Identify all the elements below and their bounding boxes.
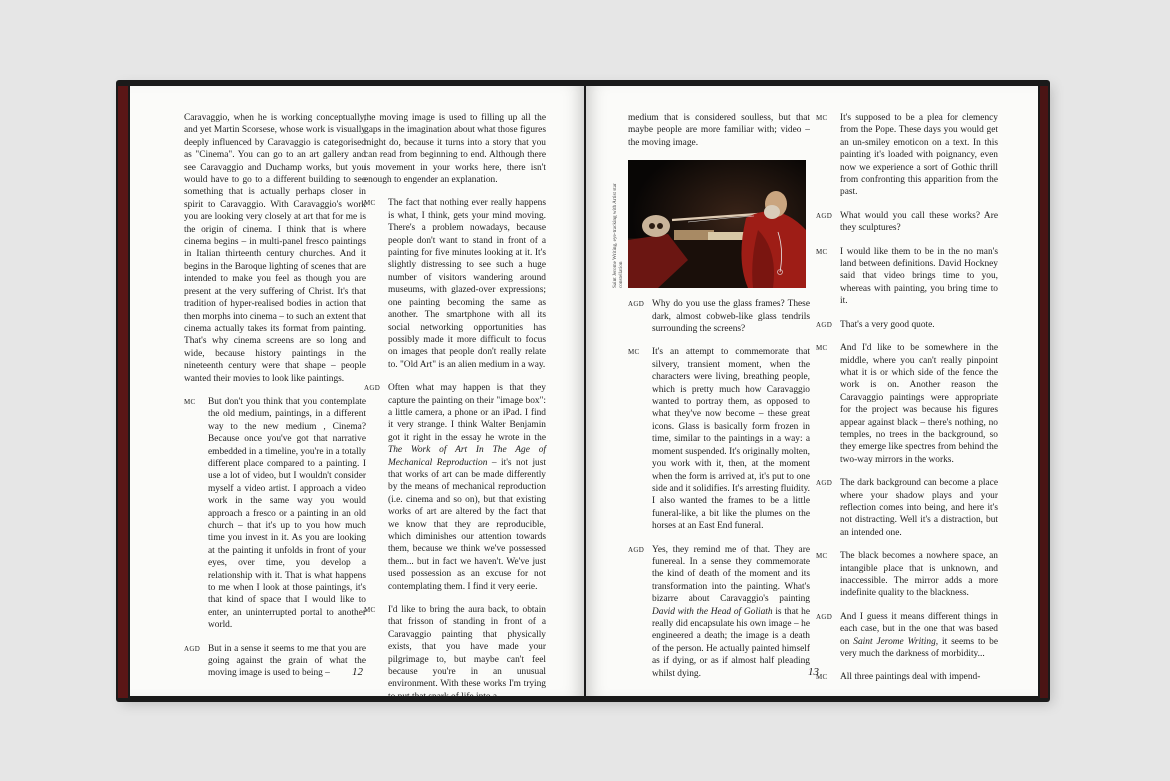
text-run: is that he really did encapsulate his own image – he engineered a death; the image is a death of the person. He actually painted himself as if dying, or as if almost half pleading whilst dying. [652, 606, 810, 679]
speaker-label: MC [628, 348, 640, 357]
speaker-label: AGD [816, 612, 833, 621]
italic-title: The Work of Art In The Age of Mechanical Reproduction [388, 445, 546, 468]
speaker-label: MC [816, 673, 828, 682]
speaker-label: AGD [184, 644, 201, 653]
speaker-label: AGD [628, 300, 645, 309]
paragraph: And I'd like to be somewhere in the middle, where you can't really pinpoint what it is or which side of the fence the work is on. Another reason the Caravaggio paintings were appropriate for the project was because his figures appear against black – there's nothing, no temples, no trees in the background, so they emerge like spectres from behind the two-way mirrors in the works. [840, 343, 998, 465]
right-page [586, 86, 1038, 696]
cover-edge-right [1040, 86, 1048, 698]
paragraph: medium that is considered soulless, but that maybe people are more familiar with; video – the moving image. [628, 113, 810, 148]
text-run: – it's not just that works of art can be made differently by the means of mechanical reproduction (i.e. cinema and so on), but that existing works of art are altered by the fact that we know that they are reproducible, which diminishes our attention towards them, because we think we've possessed them... but in fact we haven't. We've just used possession as an excuse for not contemplating them. I find it very eerie. [388, 457, 547, 592]
paragraph: It's an attempt to commemorate that silvery, transient moment, when the characters were living, breathing people, which is pretty much how Caravaggio wanted to portray them, as opposed to what they've now become – these great icons. Glass is basically form frozen in time, similar to the paintings in a way: a moment suspended. It's originally molten, you work with it, then, at the moment when the form is arrived at, it's put to one side and it solidifies. It's arresting fluidity. I also wanted the frames to be a little funeral-like, a bit like the plumes on the horses at an East End funeral. [652, 347, 810, 532]
paragraph: The fact that nothing ever really happens is what, I think, gets your mind moving. There's a problem nowadays, because people don't want to stand in front of a painting for five minutes looking at it. It's slightly distressing to see such a huge number of visitors wandering around museums, with glazed-over expressions; one painting becoming the same as another. The smartphone with all its social networking opportunities has possibly made it more difficult to focus on images that people don't really relate to. "Old Art" is an alien medium in a way. [388, 198, 546, 370]
paragraph: It's supposed to be a plea for clemency from the Pope. These days you would get an un-smiley emoticon on a text. In this painting it's loaded with poignancy, even now we experience a sort of Gothic thrill from confronting this apparition from the past. [840, 113, 998, 198]
interview-turn [816, 112, 998, 199]
speaker-label: MC [816, 344, 828, 353]
interview-turn [364, 604, 546, 703]
figure-caption: Saint Jerome Writing, eye-tracking with Artist star constellation [612, 183, 624, 289]
paragraph: The black becomes a nowhere space, an intangible place that is unknown, and inaccessible. The mirror adds a more indefinite quality to the blackness. [840, 551, 998, 599]
text-run: And I guess it means different things in each case, but in the one that was based on [840, 611, 998, 647]
interview-turn [816, 342, 998, 466]
speaker-label: AGD [816, 479, 833, 488]
speaker-label: MC [816, 114, 828, 122]
speaker-label: AGD [628, 545, 645, 554]
interview-turn [816, 477, 998, 539]
page-number: 12 [352, 666, 363, 678]
interview-turn [816, 246, 998, 308]
interview-turn [364, 197, 546, 371]
paragraph [652, 544, 810, 680]
paragraph: Caravaggio, when he is working conceptually, and yet Martin Scorsese, whose work is visually deeply influenced by Caravaggio is categorised as "Cinema". You can go to an art gallery and see Caravaggio and Duchamp works, but you would have to go to a different building to see something that is actually perhaps closer in spirit to Caravaggio. With Caravaggio's work you are looking very closely at art that for me is the origin of cinema. I think that is where cinema begins – in multi-panel fresco paintings in Italian thirteenth century churches. And it begins in the Baroque lighting of scenes that are intended to make you feel as though you are present at the very suffering of Christ. It's that tradition of hyper-realised bodies in action that then morphs into cinema – to such an extent that cinema actually takes its format from painting. That's why cinema screens are so long and wide, because history paintings in the nineteenth century were that shape – people wanted their movies to look like paintings. [184, 113, 366, 384]
page-number: 13 [808, 666, 819, 678]
paragraph: But in a sense it seems to me that you are going against the grain of what the moving image is used to being – [208, 643, 366, 679]
paragraph: I would like them to be in the no man's land between definitions. David Hockney said that video brings time to you, whereas with painting, you bring time to it. [840, 246, 998, 307]
speaker-label: MC [816, 247, 828, 256]
paragraph [388, 382, 546, 593]
speaker-label: MC [364, 606, 376, 615]
cover-edge-left [118, 86, 128, 698]
paragraph: What would you call these works? Are they sculptures? [840, 210, 998, 234]
paragraph: That's a very good quote. [840, 319, 935, 330]
italic-title: David with the Head of Goliath [652, 606, 773, 617]
paragraph: The dark background can become a place where your shadow plays and your reflection comes into being, and here it's not distracting. Well it's a distraction, but an intended one. [840, 478, 998, 538]
paragraph [840, 611, 998, 661]
text-run: Yes, they remind me of that. They are funereal. In a sense they commemorate the kind of death of the moment and its transformation into the painting. What's bizarre about Caravaggio's painting [652, 544, 810, 605]
interview-turn [628, 346, 810, 532]
left-page-column-2 [364, 112, 546, 714]
interview-turn [816, 319, 998, 331]
speaker-label: MC [364, 199, 376, 208]
speaker-label: AGD [816, 320, 833, 329]
text-run: Often what may happen is that they capture the painting on their "image box": a little camera, a phone or an iPad. I find it very strange. I think Walter Benjamin got it right in the essay he wrote in the [388, 383, 546, 443]
right-page-column-2 [816, 112, 998, 695]
paragraph: Why do you use the glass frames? These dark, almost cobweb-like glass tendrils surrounding the screens? [652, 299, 810, 335]
interview-turn [816, 550, 998, 600]
saint-jerome-painting [628, 160, 806, 288]
interview-turn [628, 298, 810, 335]
left-page-column-1 [184, 112, 366, 691]
interview-turn [184, 396, 366, 632]
speaker-label: MC [184, 397, 196, 406]
interview-turn [184, 643, 366, 680]
speaker-label: MC [816, 552, 828, 561]
text-run: , it seems to be very much the darkness of morbidity... [840, 636, 999, 660]
interview-turn [816, 611, 998, 661]
speaker-label: AGD [816, 211, 833, 220]
interview-turn [816, 210, 998, 235]
interview-turn [816, 671, 998, 683]
italic-title: Saint Jerome Writing [853, 636, 936, 647]
interview-turn [628, 544, 810, 680]
paragraph: All three paintings deal with impend- [840, 672, 981, 683]
painting-figure [612, 160, 806, 289]
paragraph: the moving image is used to filling up all the gaps in the imagination about what those figures might do, because it turns into a story that you can read from beginning to end. Although there is movement in your works here, there isn't enough to engender an explanation. [364, 113, 546, 186]
left-page [130, 86, 584, 702]
speaker-label: AGD [364, 384, 381, 393]
interview-turn [364, 382, 546, 593]
right-page-column-1 [612, 112, 810, 691]
paragraph: I'd like to bring the aura back, to obtain that frisson of standing in front of a Caravaggio painting that physically exists, that you have made your pilgrimage to, but maybe can't feel because you're in an unusual environment. With these works I'm trying to put that spark of life into a [388, 605, 546, 702]
paragraph: But don't you think that you contemplate the old medium, paintings, in a different way to the new medium , Cinema? Because once you've got that narrative embedded in a timeline, you're in a totally different place compared to a painting. I use a lot of video, but I wouldn't consider myself a video artist. I approach a video work in the same way you would approach a fresco or a painting in an old church – that it's up to you how much time you invest in it. As you are looking at the painting it unfolds in front of your eyes, over time, you develop a relationship with it. That is what happens to me when I look at those paintings, it's that kind of space that I would like to enter, an uninterrupted portal to another world. [208, 396, 366, 631]
